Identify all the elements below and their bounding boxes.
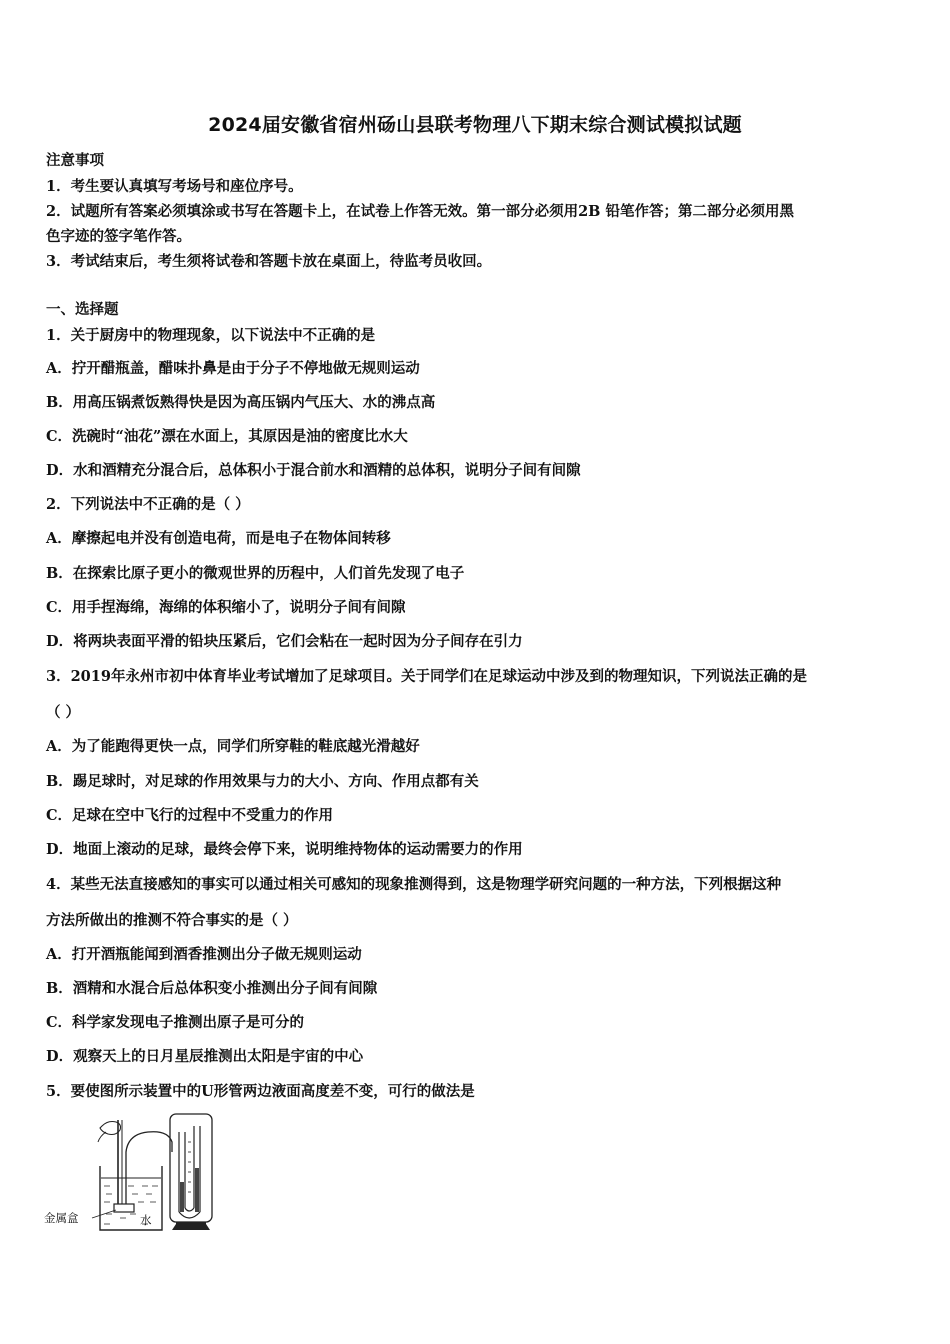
q3-option-b: B．踢足球时，对足球的作用效果与力的大小、方向、作用点都有关 — [46, 773, 479, 790]
label-metal-box: 金属盒 — [44, 1211, 79, 1225]
q3-option-a: A．为了能跑得更快一点，同学们所穿鞋的鞋底越光滑越好 — [46, 738, 420, 755]
q3-option-d: D．地面上滚动的足球，最终会停下来，说明维持物体的运动需要力的作用 — [46, 841, 523, 858]
q4-option-c: C．科学家发现电子推测出原子是可分的 — [46, 1014, 305, 1031]
q3-option-c: C．足球在空中飞行的过程中不受重力的作用 — [46, 807, 334, 824]
metal-box — [114, 1204, 134, 1212]
q1-option-d: D．水和酒精充分混合后，总体积小于混合前水和酒精的总体积，说明分子间有间隙 — [46, 462, 581, 479]
u-tube-figure — [44, 1112, 224, 1234]
notice-item: 2．试题所有答案必须填涂或书写在答题卡上，在试卷上作答无效。第一部分必须用2B 铅笔作答；第二部分必须用黑 — [46, 203, 794, 220]
left-liquid-column — [180, 1182, 184, 1212]
q4-option-a: A．打开酒瓶能闻到酒香推测出分子做无规则运动 — [46, 946, 362, 963]
notice-item: 色字迹的签字笔作答。 — [46, 228, 191, 245]
right-liquid-column — [195, 1168, 199, 1212]
q1-option-b: B．用高压锅煮饭熟得快是因为高压锅内气压大、水的沸点高 — [46, 394, 436, 411]
question-stem-3: 3．2019年永州市初中体育毕业考试增加了足球项目。关于同学们在足球运动中涉及到的物理知识，下列说法正确的是 — [46, 668, 807, 685]
manometer-board — [170, 1114, 212, 1222]
beaker — [100, 1166, 162, 1230]
question-stem-3-cont: （ ） — [46, 704, 81, 721]
q1-option-c: C．洗碗时“油花”漂在水面上，其原因是油的密度比水大 — [46, 428, 408, 445]
exam-title: 2024届安徽省宿州砀山县联考物理八下期末综合测试模拟试题 — [208, 114, 742, 136]
q2-option-b: B．在探索比原子更小的微观世界的历程中，人们首先发现了电子 — [46, 565, 465, 582]
notice-item: 3．考试结束后，考生须将试卷和答题卡放在桌面上，待监考员收回。 — [46, 253, 492, 270]
scale-ticks — [188, 1142, 191, 1192]
question-stem-4: 4．某些无法直接感知的事实可以通过相关可感知的现象推测得到，这是物理学研究问题的一种方法，下列根据这种 — [46, 876, 782, 893]
notice-item: 1．考生要认真填写考场号和座位序号。 — [46, 178, 303, 195]
rubber-tube — [126, 1132, 172, 1204]
q4-option-b: B．酒精和水混合后总体积变小推测出分子间有间隙 — [46, 980, 378, 997]
notice-heading: 注意事项 — [46, 152, 104, 169]
label-water: 水 — [140, 1213, 152, 1227]
question-stem-1: 1．关于厨房中的物理现象，以下说法中不正确的是 — [46, 327, 376, 344]
q1-option-a: A．拧开醋瓶盖，醋味扑鼻是由于分子不停地做无规则运动 — [46, 360, 420, 377]
q2-option-d: D．将两块表面平滑的铅块压紧后，它们会粘在一起时因为分子间存在引力 — [46, 633, 523, 650]
question-stem-4-cont: 方法所做出的推测不符合事实的是（ ） — [46, 912, 298, 929]
question-stem-2: 2．下列说法中不正确的是（ ） — [46, 496, 250, 513]
q2-option-c: C．用手捏海绵，海绵的体积缩小了，说明分子间有间隙 — [46, 599, 406, 616]
q2-option-a: A．摩擦起电并没有创造电荷，而是电子在物体间转移 — [46, 530, 391, 547]
section-heading: 一、选择题 — [46, 301, 119, 318]
q4-option-d: D．观察天上的日月星辰推测出太阳是宇宙的中心 — [46, 1048, 364, 1065]
question-stem-5: 5．要使图所示装置中的U形管两边液面高度差不变，可行的做法是 — [46, 1083, 475, 1100]
